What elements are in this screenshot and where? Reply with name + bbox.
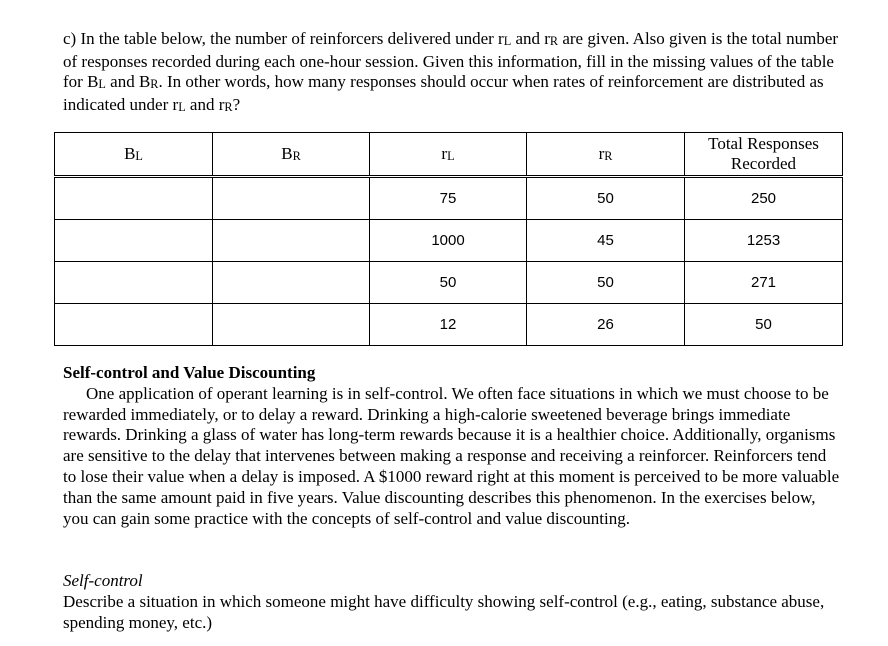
cell-total: 1253 xyxy=(685,220,843,262)
cell-rr: 50 xyxy=(527,262,685,304)
intro-text-4: and B xyxy=(105,72,151,91)
header-br-sub: R xyxy=(292,149,301,163)
section-body: One application of operant learning is in self-control. We often face situations in which we must choose to be rewarded immediately, or to delay a reward. Drinking a high-calorie sweetened beverage brings immediate rewards. Drinking a glass of water has long-term rewards because it is a healthier choice. Additionally, organisms are sensitive to the delay that intervenes between making a response and receiving a reinforcer. Reinforcers tend to lose their value when a delay is imposed. A $1000 reward right at this moment is perceived to be more valuable than the same amount paid in five years. Value discounting describes this phenomenon. In the exercises below, you can gain some practice with the concepts of self-control and value discounting. xyxy=(63,383,840,528)
cell-rl: 12 xyxy=(370,304,527,346)
exercise-prompt: Describe a situation in which someone might have difficulty showing self-control (e.g., eating, substance abuse, spending money, etc.) xyxy=(63,592,825,632)
cell-bl[interactable] xyxy=(55,304,213,346)
cell-total: 50 xyxy=(685,304,843,346)
table-header-row xyxy=(55,133,843,177)
self-control-exercise xyxy=(63,570,843,633)
cell-rl: 1000 xyxy=(370,220,527,262)
intro-text-6: and r xyxy=(185,94,225,114)
cell-rl: 50 xyxy=(370,262,527,304)
header-rr xyxy=(527,133,685,177)
subscript-l: L xyxy=(503,34,512,48)
cell-bl[interactable] xyxy=(55,220,213,262)
header-bl-label: B xyxy=(124,144,136,163)
intro-text-2: and r xyxy=(511,29,550,48)
cell-br[interactable] xyxy=(213,262,370,304)
cell-rl: 75 xyxy=(370,177,527,220)
header-bl xyxy=(55,133,213,177)
cell-br[interactable] xyxy=(213,220,370,262)
intro-text-7: ? xyxy=(232,94,241,114)
table-row xyxy=(55,177,843,220)
self-control-section xyxy=(63,363,843,529)
subscript-r: R xyxy=(549,34,559,48)
subscript-r: R xyxy=(150,77,159,91)
header-br-label: B xyxy=(281,144,293,163)
header-total xyxy=(685,133,843,177)
table-row xyxy=(55,220,843,262)
intro-text-3: are given. Also given is the total number of responses recorded during each one-hour session. Given this information, fill in the missing values of the table for B xyxy=(63,29,839,91)
header-rr-label: r xyxy=(598,144,605,163)
header-rl-label: r xyxy=(441,144,448,163)
reinforcer-table xyxy=(54,132,843,346)
cell-br[interactable] xyxy=(213,177,370,220)
header-bl-sub: L xyxy=(135,149,143,163)
intro-paragraph xyxy=(63,29,843,117)
cell-br[interactable] xyxy=(213,304,370,346)
header-rl-sub: L xyxy=(447,149,455,163)
header-total-line2: Recorded xyxy=(730,154,797,173)
intro-text-5: . In other words, how many responses should occur when rates of reinforcement are distributed as indicated under r xyxy=(63,72,824,114)
subscript-l: L xyxy=(178,99,186,114)
header-br xyxy=(213,133,370,177)
cell-bl[interactable] xyxy=(55,262,213,304)
exercise-title: Self-control xyxy=(63,571,143,590)
intro-text-1: c) In the table below, the number of reinforcers delivered under r xyxy=(63,29,504,48)
cell-rr: 45 xyxy=(527,220,685,262)
cell-bl[interactable] xyxy=(55,177,213,220)
header-total-line1: Total Responses xyxy=(708,134,819,153)
subscript-r: R xyxy=(224,99,233,114)
cell-rr: 26 xyxy=(527,304,685,346)
table-row xyxy=(55,262,843,304)
section-heading: Self-control and Value Discounting xyxy=(63,363,316,382)
cell-total: 250 xyxy=(685,177,843,220)
table-row xyxy=(55,304,843,346)
header-rr-sub: R xyxy=(604,149,613,163)
cell-total: 271 xyxy=(685,262,843,304)
intro-question xyxy=(63,29,843,117)
cell-rr: 50 xyxy=(527,177,685,220)
header-rl xyxy=(370,133,527,177)
subscript-l: L xyxy=(98,77,106,91)
